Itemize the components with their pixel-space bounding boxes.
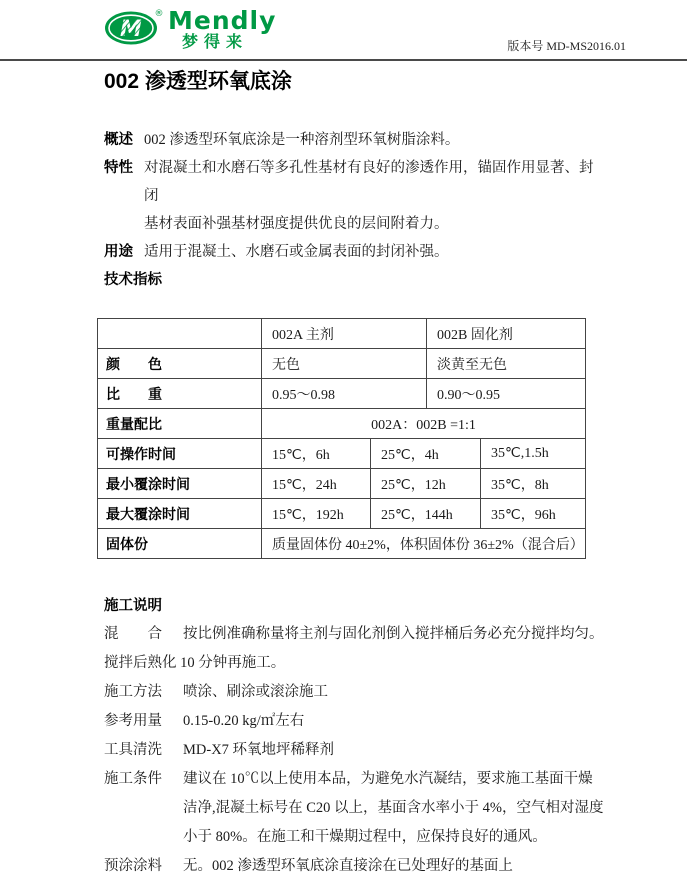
conditions-row (104, 765, 604, 794)
precoat-row (104, 852, 604, 881)
cleaning-row (104, 736, 604, 765)
dosage-row (104, 707, 604, 736)
cleaning-text: MD-X7 环氧地坪稀释剂 (183, 742, 335, 758)
method-row (104, 678, 604, 707)
table-cell: 002A 主剂 (262, 319, 427, 349)
table-cell: 35℃，8h (481, 469, 586, 499)
table-cell: 最小覆涂时间 (98, 469, 262, 499)
overview-label: 概述 (104, 132, 133, 148)
table-cell: 25℃，4h (371, 439, 481, 469)
conditions-row-continued (104, 823, 604, 852)
construction-section (104, 592, 604, 881)
tech-spec-table (97, 318, 586, 559)
table-cell: 002A：002B =1:1 (262, 409, 586, 439)
dosage-label: 参考用量 (104, 713, 162, 729)
overview-text: 002 渗透型环氧底涂是一种溶剂型环氧树脂涂料。 (144, 132, 460, 148)
construction-heading: 施工说明 (104, 598, 162, 614)
table-cell: 25℃，144h (371, 499, 481, 529)
cleaning-label: 工具清洗 (104, 742, 162, 758)
version-number: 版本号 MD-MS2016.01 (507, 39, 626, 53)
mixing-text-line2: 搅拌后熟化 10 分钟再施工。 (104, 655, 286, 671)
features-row (104, 154, 604, 210)
conditions-text-line2: 洁净,混凝土标号在 C20 以上，基面含水率小于 4%，空气相对湿度 (183, 800, 604, 816)
tech-indicators-heading: 技术指标 (104, 272, 162, 288)
table-row (98, 379, 586, 409)
table-cell: 质量固体份 40±2%，体积固体份 36±2%（混合后） (262, 529, 586, 559)
mendly-emblem-icon (104, 8, 164, 48)
table-row (98, 529, 586, 559)
mixing-label: 混 合 (104, 626, 162, 642)
table-cell: 淡黄至无色 (427, 349, 586, 379)
table-cell: 002B 固化剂 (427, 319, 586, 349)
method-label: 施工方法 (104, 684, 162, 700)
table-row (98, 409, 586, 439)
brand-logo (104, 8, 276, 51)
precoat-label: 预涂涂料 (104, 858, 162, 874)
table-row (98, 319, 586, 349)
brand-name: Mendly (168, 6, 277, 35)
table-cell: 重量配比 (98, 409, 262, 439)
features-text-line1: 对混凝土和水磨石等多孔性基材有良好的渗透作用，锚固作用显著、封闭 (144, 160, 594, 204)
table-row (98, 499, 586, 529)
table-cell: 可操作时间 (98, 439, 262, 469)
mixing-text-line1: 按比例准确称量将主剂与固化剂倒入搅拌桶后务必充分搅拌均匀。 (183, 626, 604, 642)
registered-mark: ® (154, 9, 164, 19)
conditions-text-line3: 小于 80%。在施工和干燥期过程中，应保持良好的通风。 (183, 829, 547, 845)
table-cell: 25℃，12h (371, 469, 481, 499)
table-cell: 15℃，24h (262, 469, 371, 499)
brand-name-cn: 梦得来 (182, 32, 249, 51)
precoat-text: 无。002 渗透型环氧底涂直接涂在已处理好的基面上 (183, 858, 513, 874)
conditions-label: 施工条件 (104, 771, 162, 787)
usage-label: 用途 (104, 244, 133, 260)
dosage-text: 0.15-0.20 kg/㎡左右 (183, 713, 305, 729)
table-cell: 0.95～0.98 (262, 379, 427, 409)
overview-row (104, 126, 604, 154)
table-row (98, 349, 586, 379)
table-cell: 0.90～0.95 (427, 379, 586, 409)
table-cell: 固体份 (98, 529, 262, 559)
table-row (98, 439, 586, 469)
table-cell: 15℃，192h (262, 499, 371, 529)
page-header (0, 0, 687, 61)
table-cell: 35℃,1.5h (481, 439, 586, 469)
table-cell: 最大覆涂时间 (98, 499, 262, 529)
method-text: 喷涂、刷涂或滚涂施工 (183, 684, 328, 700)
document-body (104, 61, 604, 881)
mixing-row (104, 620, 604, 649)
table-cell: 无色 (262, 349, 427, 379)
mixing-row-continued (104, 649, 604, 678)
svg-text:M: M (120, 17, 142, 42)
intro-section (104, 126, 604, 294)
conditions-text-line1: 建议在 10℃以上使用本品，为避免水汽凝结，要求施工基面干燥 (183, 771, 593, 787)
usage-text: 适用于混凝土、水磨石或金属表面的封闭补强。 (144, 244, 449, 260)
table-cell: 颜 色 (98, 349, 262, 379)
table-cell (98, 319, 262, 349)
features-row-continued (104, 210, 604, 238)
features-label: 特性 (104, 160, 133, 176)
table-row (98, 469, 586, 499)
conditions-row-continued (104, 794, 604, 823)
page-title: 002 渗透型环氧底涂 (104, 70, 292, 93)
features-text-line2: 基材表面补强基材强度提供优良的层间附着力。 (144, 216, 449, 232)
brand-text (168, 8, 276, 51)
usage-row (104, 238, 604, 266)
table-cell: 比 重 (98, 379, 262, 409)
table-cell: 35℃，96h (481, 499, 586, 529)
table-cell: 15℃，6h (262, 439, 371, 469)
